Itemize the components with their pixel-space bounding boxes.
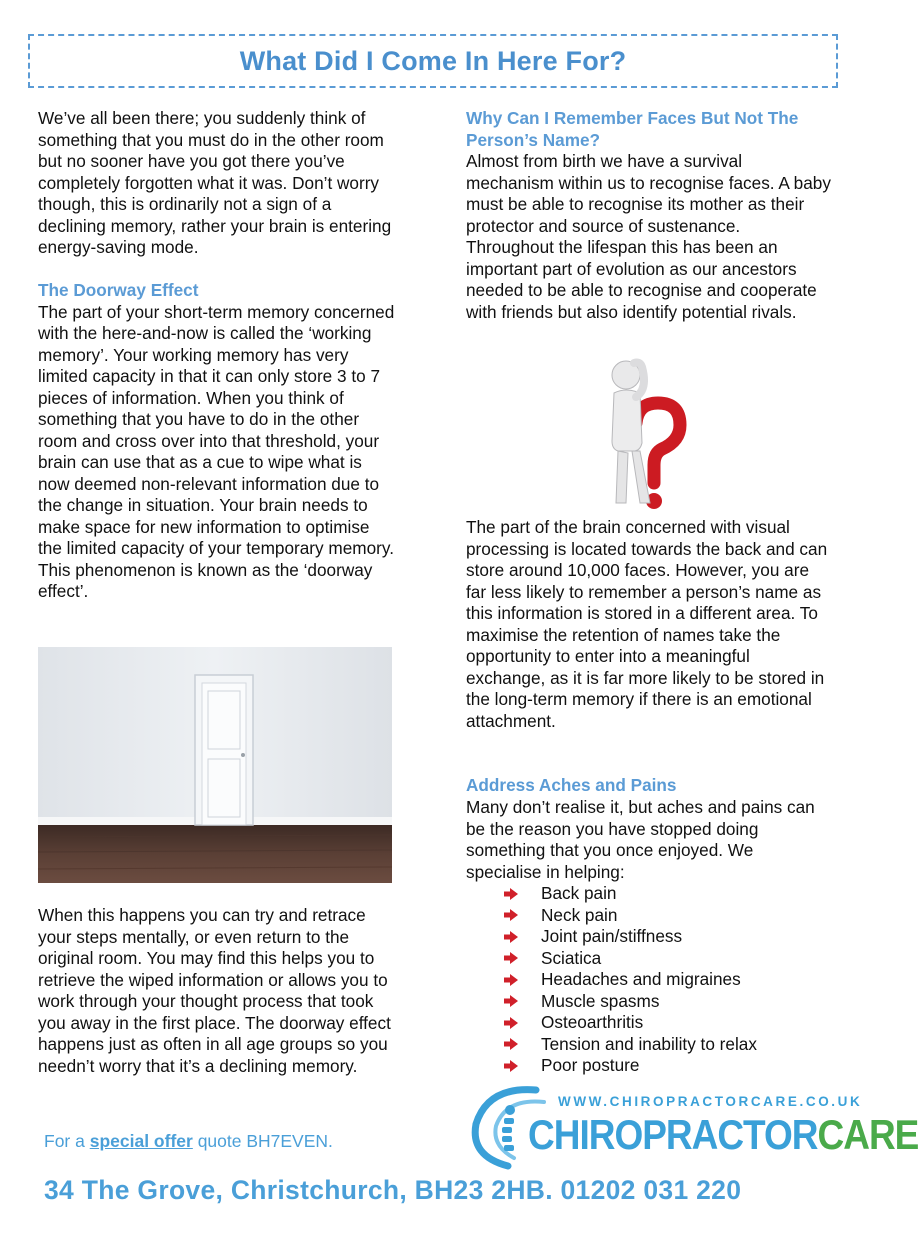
address-line: 34 The Grove, Christchurch, BH23 2HB. 01202 031 220	[44, 1175, 742, 1205]
pain-list	[504, 883, 757, 1077]
arrow-bullet-icon	[504, 1017, 541, 1029]
question-mark-figure	[596, 353, 696, 513]
doorway-paragraph: The part of your short-term memory concerned with the here-and-now is called the ‘working memory’. Your working memory has very limited capacity in that it can only store 3 to 7 pieces of information. When you think of something that you have to do in the other room and cross over into that threshold, your brain can use that as a cue to wipe what is now deemed non-relevant information due to the change in situation. Your brain needs to make space for new information to optimise the limited capacity of your temporary memory. This phenomenon is known as the ‘doorway effect’.	[38, 301, 395, 601]
intro-paragraph: We’ve all been there; you suddenly think of something that you must do in the other room but no sooner have you got there you’ve completely forgotten what it was. Don’t worry though, this is ordinarily not a sign of a declining memory, rather your brain is entering energy-saving mode.	[38, 108, 392, 257]
arrow-bullet-icon	[504, 909, 541, 921]
list-item: Sciatica	[504, 948, 757, 970]
list-item: Joint pain/stiffness	[504, 926, 757, 948]
list-item: Poor posture	[504, 1055, 757, 1077]
right-column	[466, 108, 831, 323]
list-item: Headaches and migraines	[504, 969, 757, 991]
list-item: Neck pain	[504, 905, 757, 927]
visual-processing-paragraph: The part of the brain concerned with visual processing is located towards the back and can store around 10,000 faces. However, you are far less likely to remember a person’s name as this information is stored in a different area. To maximise the retention of names take the opportunity to enter into a meaningful exchange, as it is far more likely to be stored in the long-term memory if there is an emotional attachment.	[466, 517, 828, 731]
list-item: Muscle spasms	[504, 991, 757, 1013]
arrow-bullet-icon	[504, 974, 541, 986]
logo-wordmark: CHIROPRACTORCARE	[528, 1112, 918, 1158]
page-title: What Did I Come In Here For?	[239, 45, 627, 76]
faces-heading: Why Can I Remember Faces But Not The Person’s Name?	[466, 108, 799, 150]
special-offer-line: For a special offer quote BH7EVEN.	[44, 1131, 333, 1151]
aches-paragraph: Many don’t realise it, but aches and pains can be the reason you have stopped doing something that you once enjoyed. We specialise in helping:	[466, 797, 815, 882]
arrow-bullet-icon	[504, 952, 541, 964]
door-photo	[38, 647, 392, 883]
chiropractorcare-logo	[466, 1080, 918, 1170]
arrow-bullet-icon	[504, 1060, 541, 1072]
arrow-bullet-icon	[504, 888, 541, 900]
faces-paragraph: Almost from birth we have a survival mechanism within us to recognise faces. A baby must be able to recognise its mother as their protector and source of sustenance. Throughout the lifespan this has been an important part of evolution as our ancestors needed to be able to recognise and cooperate with friends but also identify potential rivals.	[466, 151, 831, 322]
arrow-bullet-icon	[504, 1038, 541, 1050]
retrace-paragraph: When this happens you can try and retrace your steps mentally, or even return to the original room. You may find this helps you to retrieve the wiped information or allows you to work through your thought process that took you away in the first place. The doorway effect happens just as often in all age groups so you needn’t worry that it’s a declining memory.	[38, 905, 391, 1076]
arrow-bullet-icon	[504, 931, 541, 943]
doorway-heading: The Doorway Effect	[38, 280, 199, 300]
title-banner	[28, 34, 838, 88]
logo-url[interactable]: WWW.CHIROPRACTORCARE.CO.UK	[558, 1094, 863, 1109]
list-item: Tension and inability to relax	[504, 1034, 757, 1056]
list-item: Back pain	[504, 883, 757, 905]
special-offer-link[interactable]: special offer	[89, 1131, 193, 1151]
aches-heading: Address Aches and Pains	[466, 775, 677, 795]
arrow-bullet-icon	[504, 995, 541, 1007]
left-column	[38, 108, 398, 603]
list-item: Osteoarthritis	[504, 1012, 757, 1034]
